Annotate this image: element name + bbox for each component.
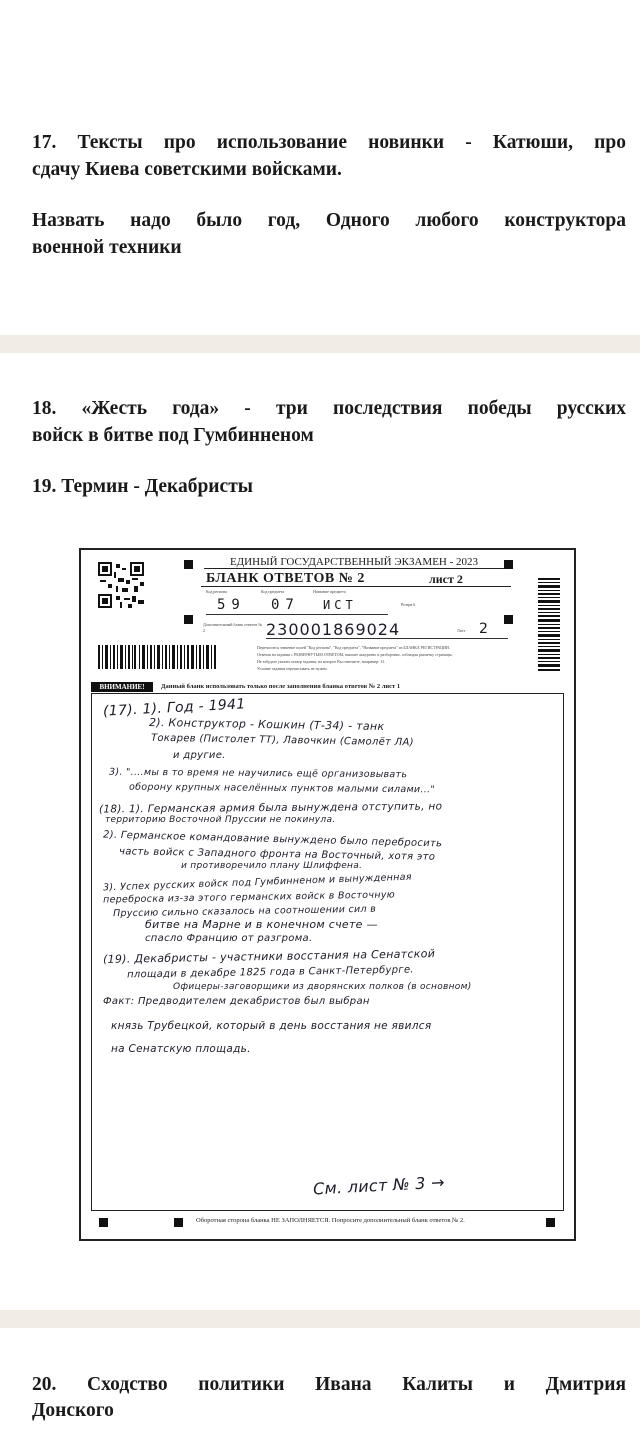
footer-text: Оборотная сторона бланка НЕ ЗАПОЛНЯЕТСЯ. Попросите дополнительный бланк ответов № 2. <box>196 1217 465 1224</box>
fine-print-4: Условие задания переписывать не нужно. <box>257 666 328 671</box>
page-separator <box>0 1310 640 1328</box>
handwriting-line: часть войск с Западного фронта на Восточный, хотя это <box>118 846 436 863</box>
handwriting-line: князь Трубецкой, который в день восстания не явился <box>111 1020 432 1032</box>
handwriting-line: битве на Марне и в конечном счете — <box>145 918 378 931</box>
question-20-line2: Донского <box>32 1400 114 1421</box>
subject-name-value: ИСТ <box>323 598 357 612</box>
sheet-label: лист 2 <box>429 572 463 586</box>
region-value: 59 <box>217 597 246 613</box>
handwriting-line: Токарев (Пистолет ТТ), Лавочкин (Самолёт ЛА) <box>150 732 414 749</box>
extra-sheet-value: 2 <box>479 621 488 637</box>
region-label: Код региона <box>206 589 227 594</box>
handwriting-line: 3). "....мы в то время не научились ещё организовывать <box>108 766 408 781</box>
fine-print-3: Не забудьте указать номер задания, на которое Вы отвечаете, например: 31. <box>257 659 386 664</box>
question-20-line1: 20. Сходство политики Ивана Калиты и Дмитрия <box>32 1374 626 1395</box>
handwriting-line: территорию Восточной Пруссии не покинула. <box>105 815 336 825</box>
handwriting-line: переброска из-за этого германских войск в Восточную <box>102 889 396 906</box>
extra-blank-underline <box>266 638 508 639</box>
answer-form-scan <box>79 548 576 1241</box>
marker-square <box>184 560 193 569</box>
handwriting-line: 3). Успех русских войск под Гумбинненом и вынужденная <box>102 871 412 894</box>
code-underline <box>206 614 388 615</box>
qr-code-icon <box>98 562 144 608</box>
marker-square <box>184 615 193 624</box>
handwriting-line: Офицеры-заговорщики из дворянских полков (в основном) <box>173 982 472 992</box>
barcode-icon <box>98 645 218 669</box>
handwriting-line: См. лист № 3 → <box>312 1172 446 1199</box>
marker-square <box>504 560 513 569</box>
question-17-line2: сдачу Киева советскими войсками. <box>32 159 342 180</box>
handwriting-line: (19). Декабристы - участники восстания на Сенатской <box>102 947 436 966</box>
subject-code-label: Код предмета <box>261 589 285 594</box>
question-17-answer-line1: Назвать надо было год, Одного любого конструктора <box>32 210 626 231</box>
warning-text: Данный бланк использовать только после заполнения бланка ответов № 2 лист 1 <box>161 683 401 690</box>
handwriting-line: и другие. <box>173 750 226 761</box>
page-section-top <box>0 0 640 335</box>
extra-blank-label: Дополнительный бланк ответов № 2 <box>203 622 262 633</box>
handwriting-line: на Сенатскую площадь. <box>111 1043 251 1055</box>
fine-print-2: Отвечая на задания с РАЗВЕРНУТЫМ ОТВЕТОМ, пишите аккуратно и разборчиво, соблюдая разметку страницы. <box>257 652 453 657</box>
handwriting-line: (18). 1). Германская армия была вынуждена отступить, но <box>98 800 443 816</box>
extra-sheet-label: Лист <box>457 628 466 633</box>
handwriting-line: площади в декабре 1825 года в Санкт-Петербурге. <box>126 964 414 981</box>
question-17-answer-line2: военной техники <box>32 237 182 258</box>
question-17-line1: 17. Тексты про использование новинки - Катюши, про <box>32 132 626 153</box>
handwriting-line: 2). Конструктор - Кошкин (Т-34) - танк <box>148 715 385 734</box>
barcode-vertical-icon <box>538 578 560 673</box>
marker-square <box>546 1218 555 1227</box>
exam-title: ЕДИНЫЙ ГОСУДАРСТВЕННЫЙ ЭКЗАМЕН - 2023 <box>204 556 504 569</box>
handwriting-line: (17). 1). Год - 1941 <box>102 696 246 720</box>
question-18-line1: 18. «Жесть года» - три последствия победы русских <box>32 398 626 419</box>
marker-square <box>174 1218 183 1227</box>
extra-blank-number: 230001869024 <box>266 620 401 639</box>
subject-name-label: Название предмета <box>313 589 346 594</box>
question-18-line2: войск в битве под Гумбинненом <box>32 425 314 446</box>
handwriting-line: 2). Германское командование вынуждено было перебросить <box>102 829 443 850</box>
warning-label: ВНИМАНИЕ! <box>91 682 153 692</box>
handwriting-line: Факт: Предводителем декабристов был выбран <box>103 996 370 1007</box>
handwriting-line: Пруссию сильно сказалось на соотношении сил в <box>112 903 377 920</box>
reserve-label: Резерв 6 <box>401 602 416 607</box>
page-separator <box>0 335 640 353</box>
marker-square <box>99 1218 108 1227</box>
fine-print-1: Переносится значение полей "Код региона", "Код предмета", "Название предмета" из БЛАНКА РЕГИСТРАЦИИ. <box>257 645 450 650</box>
handwriting-line: оборону крупных населённых пунктов малыми силами..." <box>128 781 436 796</box>
handwriting-line: спасло Францию от разгрома. <box>145 933 313 944</box>
page-section-bottom <box>0 1328 640 1433</box>
question-19: 19. Термин - Декабристы <box>32 476 254 497</box>
subject-code-value: 07 <box>271 597 300 613</box>
blank-title: БЛАНК ОТВЕТОВ № 2 <box>206 571 365 586</box>
handwriting-line: и противоречило плану Шлиффена. <box>181 861 363 871</box>
